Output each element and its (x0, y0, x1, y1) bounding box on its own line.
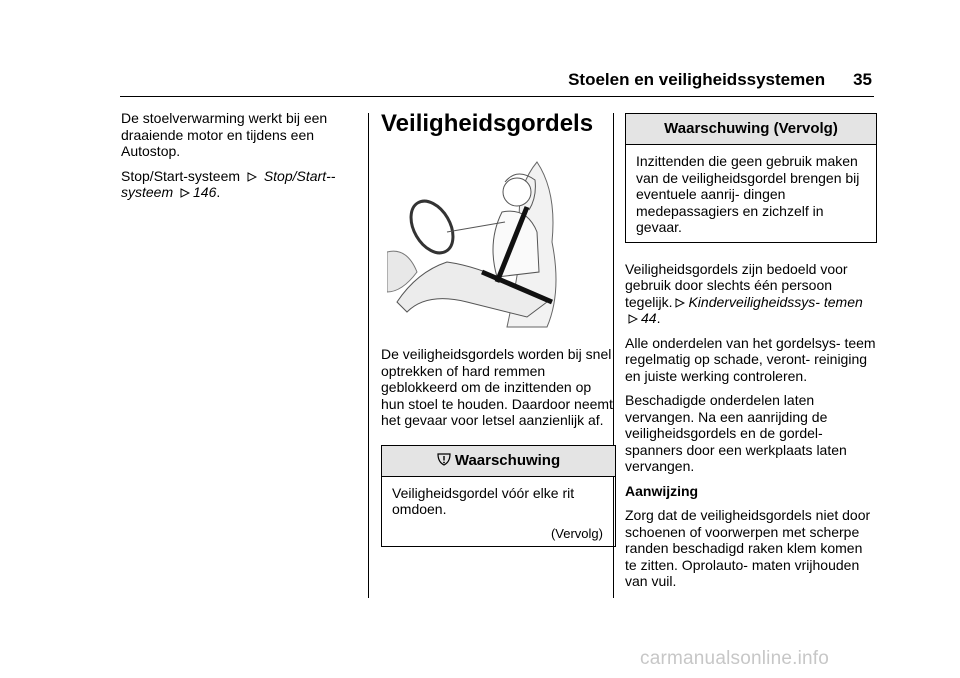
warning-icon (437, 453, 451, 466)
seat-heating-text: De stoelverwarming werkt bij een draaiende motor en tijdens een Autostop. (121, 110, 328, 159)
warning-box-continued (625, 113, 877, 243)
warning-text: Veiligheidsgordel vóór elke rit omdoen. (392, 484, 575, 517)
note-text: Zorg dat de veiligheidsgordels niet door schoenen of voorwerpen met scherpe randen beschadigd raken klem komen te zitten. Oprolauto- maten vrijhouden van vuil. (625, 507, 871, 589)
column-2 (381, 110, 616, 547)
cross-ref-icon (180, 188, 190, 198)
warning-header (382, 446, 615, 477)
note-title: Aanwijzing (625, 482, 699, 499)
cross-ref-icon (675, 298, 685, 308)
page-header (568, 70, 872, 90)
cross-ref-icon (247, 172, 257, 182)
ref-page[interactable]: 146 (193, 184, 217, 200)
inspection-text: Alle onderdelen van het gordelsys- teem regelmatig op schade, veront- reiniging en juiste werking controleren. (625, 334, 876, 384)
column-1 (121, 110, 356, 209)
ref-end: . (216, 184, 221, 200)
ref-link[interactable]: Kinderveiligheidssys- temen (688, 293, 863, 310)
warning-header (626, 114, 876, 145)
page-number: 35 (853, 70, 872, 89)
one-person-prefix: Veiligheidsgordels zijn bedoeld voor gebruik door slechts één persoon tegelijk. (625, 260, 848, 310)
warning-title: Waarschuwing (Vervolg) (664, 120, 838, 137)
section-heading: Veiligheidsgordels (381, 110, 594, 137)
warning-title: Waarschuwing (454, 451, 561, 469)
warning-text: Inzittenden die geen gebruik maken van de veiligheidsgordel brengen bij eventuele aanrij- dingen medepassagiers en zichzelf in gevaar. (636, 153, 860, 235)
ref-end: . (656, 310, 661, 326)
cross-ref-icon (628, 314, 638, 324)
ref-link[interactable]: Stop/Start-- systeem (121, 167, 336, 200)
continued-label: (Vervolg) (550, 525, 603, 541)
ref-prefix: Stop/Start-systeem (121, 167, 241, 184)
seatbelt-illustration (387, 152, 587, 332)
column-3 (625, 113, 877, 598)
warning-box (381, 445, 616, 548)
replacement-text: Beschadigde onderdelen laten vervangen. Na een aanrijding de veiligheidsgordels en de gordel- spanners door een werkplaats laten vervangen. (625, 392, 847, 474)
watermark: carmanualsonline.info (640, 648, 830, 669)
seatbelt-intro-text: De veiligheidsgordels worden bij snel optrekken of hard remmen geblokkeerd om de inzittenden op hun stoel te houden. Daardoor neemt het gevaar voor letsel aanzienlijk af. (381, 346, 613, 428)
warning-body (382, 477, 615, 547)
column-divider-1 (368, 113, 369, 598)
warning-body (626, 145, 876, 242)
section-title: Stoelen en veiligheidssystemen (568, 70, 826, 89)
header-rule (120, 96, 874, 97)
cross-reference (121, 168, 356, 201)
ref-page[interactable]: 44 (641, 310, 657, 326)
one-person-text (625, 261, 877, 327)
